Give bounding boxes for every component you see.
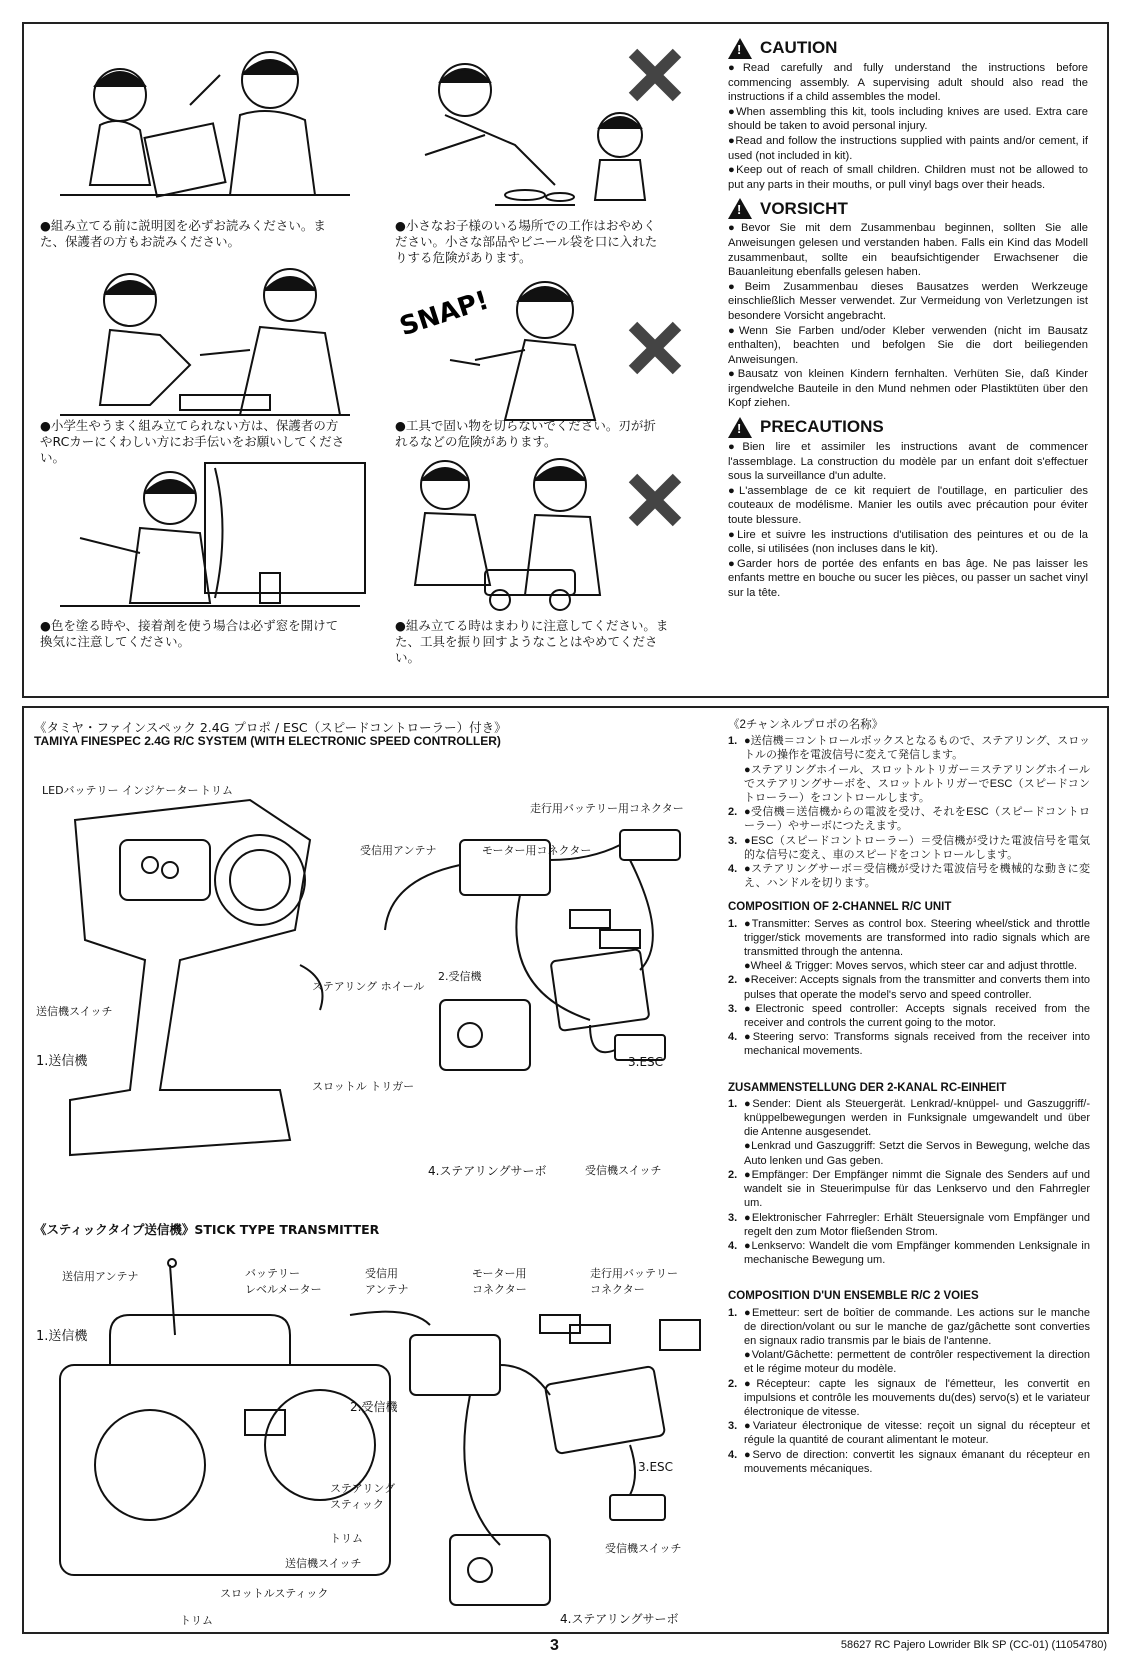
safety-caption-jp: ●小学生やうまく組み立てられない方は、保護者の方やRCカーにくわしい方にお手伝いをお願いしてください。	[40, 418, 345, 465]
transmitter-label: 1.送信機	[36, 1054, 88, 1069]
comp-de-item: 3. ●Elektronischer Fahrregler: Erhält Steuersignale vom Empfänger und regelt den zum Motor fließenden Strom.	[728, 1211, 1090, 1238]
illustration-cutting-hard-objects	[395, 250, 625, 430]
caution-item: ●Keep out of reach of small children. Children must not be allowed to put any parts in their mouths, or pull vinyl bags over their heads.	[728, 164, 1088, 191]
comp-fr-item: 2. ●Récepteur: capte les signaux de l'émetteur, les convertit en impulsions et contrôle les mouvements du(des) servo(s) et le variateur électronique de vitesse.	[728, 1377, 1090, 1418]
comp-jp-item: 4. ●ステアリングサーボ＝受信機が受けた電波信号を機械的な動きに変え、ハンドルを切ります。	[728, 863, 1090, 890]
safety-caption-jp: ●小さなお子様のいる場所での工作はおやめください。小さな部品やビニール袋を口に入れたりする危険があります。	[395, 218, 658, 265]
servo-label: 4.ステアリングサーボ	[560, 1612, 679, 1626]
comp-en-item: 4. ●Steering servo: Transforms signals received from the receiver into mechanical movements.	[728, 1031, 1090, 1058]
illustration-adult-help	[40, 255, 370, 430]
precautions-title: PRECAUTIONS	[760, 417, 884, 437]
comp-de-title: ZUSAMMENSTELLUNG DER 2-KANAL RC-EINHEIT	[728, 1081, 1007, 1094]
comp-fr-item: 1. ●Emetteur: sert de boîtier de commande. Les actions sur le manche de direction/volant ou sur le manche de gaz/gâchette sont converties en signaux radio transmis par le biais de l'antenne.	[728, 1306, 1090, 1347]
page-number: 3	[550, 1637, 559, 1654]
vorsicht-item: ●Bevor Sie mit dem Zusammenbau beginnen, sollten Sie alle Anweisungen gelesen und verstanden haben. Falls ein Kind das Modell zusammenbaut, sollte ein beaufsichtigender Erwachsener die Bauanleitung ebenfalls gelesen haben.	[728, 222, 1088, 279]
safety-caption-jp: ●工具で固い物を切らないでください。刃が折れるなどの危険があります。	[395, 418, 656, 449]
precautions-item: ●Bien lire et assimiler les instructions avant de commencer l'assemblage. La construction du modèle par un enfant doit s'effectuer sous la surveillance d'un adulte.	[728, 441, 1088, 483]
vorsicht-item: ●Beim Zusammenbau dieses Bausatzes werden Werkzeuge einschließlich Messer verwendet. Zur Vermeidung von Verletzungen ist besondere Vorsicht angebracht.	[728, 280, 1088, 322]
motor-connector-label: モーター用 コネクター	[472, 1267, 527, 1296]
system-title-en: TAMIYA FINESPEC 2.4G R/C SYSTEM (WITH ELECTRONIC SPEED CONTROLLER)	[34, 734, 501, 748]
caution-title: CAUTION	[760, 38, 838, 58]
comp-fr-item: 3. ●Variateur électronique de vitesse: reçoit un signal du récepteur et régule la quantité de courant alimentant le moteur.	[728, 1420, 1090, 1447]
esc-label: 3.ESC	[638, 1460, 674, 1474]
cross-mark-icon	[625, 45, 685, 105]
rx-switch-label: 受信機スイッチ	[605, 1542, 682, 1555]
comp-de-item: ●Lenkrad und Gaszuggriff: Setzt die Servos in Bewegung, welche das Auto lenken und Gas geben.	[744, 1140, 1090, 1167]
tx-antenna-label: 送信用アンテナ	[62, 1270, 139, 1283]
tx-switch-label: 送信機スイッチ	[285, 1557, 362, 1570]
warning-triangle-icon	[728, 198, 752, 219]
throttle-stick-label: スロットルスティック	[220, 1587, 329, 1600]
stick-transmitter-system-illustration	[30, 1245, 720, 1625]
system-title-jp: 《タミヤ・ファインスペック 2.4G プロポ / ESC（スピードコントローラー）付き》	[34, 720, 507, 735]
comp-jp-item: 2. ●受信機＝送信機からの電波を受け、それをESC（スピードコントローラー）やサーボにつたえます。	[728, 806, 1090, 833]
comp-en-item: ●Wheel & Trigger: Moves servos, which steer car and adjust throttle.	[744, 960, 1078, 973]
composition-column	[728, 718, 1090, 1476]
precautions-item: ●Lire et suivre les instructions d'utilisation des peintures et ou de la colle, si utilisées (non incluses dans le kit).	[728, 528, 1088, 556]
throttle-trigger-label: スロットル トリガー	[312, 1080, 415, 1093]
caution-item: ●When assembling this kit, tools including knives are used. Extra care should be taken to avoid personal injury.	[728, 105, 1088, 133]
rx-antenna-label: 受信用アンテナ	[360, 844, 437, 857]
precautions-heading	[728, 417, 1088, 438]
caution-item: ●Read carefully and fully understand the instructions before commencing assembly. A supervising adult should also read the instructions if a child assembles the model.	[728, 62, 1088, 104]
rx-antenna-label: 受信用 アンテナ	[365, 1267, 409, 1296]
comp-en-item: 2. ●Receiver: Accepts signals from the transmitter and converts them into pulses that operate the model's servo and speed controller.	[728, 974, 1090, 1001]
comp-fr-item: 4. ●Servo de direction: convertit les signaux émanant du récepteur en mouvements mécaniques.	[728, 1448, 1090, 1475]
product-code: 58627 RC Pajero Lowrider Blk SP (CC-01) (11054780)	[840, 1639, 1107, 1651]
safety-caption-jp: ●組み立てる前に説明図を必ずお読みください。また、保護者の方もお読みください。	[40, 218, 326, 249]
transmitter-label: 1.送信機	[36, 1329, 88, 1344]
vorsicht-item: ●Wenn Sie Farben und/oder Kleber verwenden (nicht im Bausatz enthalten), beachten und befolgen Sie die dort beiliegenden Anweisungen.	[728, 324, 1088, 366]
battery-meter-label: バッテリー レベルメーター	[245, 1267, 322, 1296]
wheel-transmitter-system-illustration	[30, 760, 720, 1190]
comp-jp-item: 1. ●送信機＝コントロールボックスとなるもので、ステアリング、スロットルの操作を電波信号に変えて発信します。	[728, 735, 1090, 762]
illustration-tool-safety	[395, 445, 625, 615]
comp-fr-title: COMPOSITION D'UN ENSEMBLE R/C 2 VOIES	[728, 1290, 979, 1303]
comp-en-title: COMPOSITION OF 2-CHANNEL R/C UNIT	[728, 901, 952, 914]
rx-switch-label: 受信機スイッチ	[585, 1164, 662, 1177]
caution-item: ●Read and follow the instructions supplied with paints and/or cement, if used (not included in kit).	[728, 134, 1088, 162]
vorsicht-title: VORSICHT	[760, 198, 848, 218]
comp-jp-item: 3. ●ESC（スピードコントローラー）＝受信機が受けた電波信号を電気的な信号に変え、車のスピードをコントロールします。	[728, 834, 1090, 861]
motor-connector-label: モーター用コネクター	[482, 844, 592, 857]
tx-switch-label: 送信機スイッチ	[36, 1005, 113, 1018]
led-indicator-label: LEDバッテリー インジケーター	[42, 784, 199, 797]
comp-de-item: 2. ●Empfänger: Der Empfänger nimmt die Signale des Senders auf und wandelt sie in Steuerimpulse für das Lenkservo und den Fahrregler um.	[728, 1168, 1090, 1210]
cross-mark-icon	[625, 318, 685, 378]
warning-triangle-icon	[728, 38, 752, 59]
comp-jp-item: ●ステアリングホイール、スロットルトリガー＝ステアリングホイールでステアリングサーボを、スロットルトリガーでESC（スピードコントローラー）をコントロールします。	[744, 763, 1090, 805]
run-battery-connector-label: 走行用バッテリー コネクター	[590, 1267, 678, 1296]
safety-caption-jp: ●組み立てる時はまわりに注意してください。また、工具を振り回すようなことはやめてください。	[395, 618, 669, 665]
receiver-label: 2.受信機	[350, 1400, 398, 1414]
comp-jp-title: 《2チャンネルプロポの名称》	[728, 719, 884, 731]
servo-label: 4.ステアリングサーボ	[428, 1164, 547, 1178]
steering-stick-label: ステアリング スティック	[330, 1482, 396, 1511]
snap-text: SNAP!	[396, 285, 493, 343]
precautions-item: ●L'assemblage de ce kit requiert de l'outillage, en particulier des couteaux de modélisme. Manier les outils avec précaution pour éviter toute blessure.	[728, 484, 1088, 527]
comp-en-item: 3. ●Electronic speed controller: Accepts signals received from the receiver and controls the current going to the motor.	[728, 1002, 1090, 1030]
esc-label: 3.ESC	[628, 1055, 664, 1069]
trim-label: トリム	[180, 1614, 213, 1627]
illustration-ventilation	[40, 458, 370, 613]
comp-fr-item: ●Volant/Gâchette: permettent de contrôler respectivement la direction et le régime moteur du modèle.	[744, 1349, 1090, 1376]
precautions-item: ●Garder hors de portée des enfants en bas âge. Ne pas laisser les enfants mettre en bouche ou sucer les pièces, ou passer un sachet vinyl sur la tête.	[728, 557, 1088, 599]
steering-wheel-label: ステアリング ホイール	[312, 980, 425, 993]
warning-triangle-icon	[728, 417, 752, 438]
illustration-reading-instructions	[40, 35, 370, 215]
comp-de-item: 4. ●Lenkservo: Wandelt die vom Empfänger kommenden Lenksignale in mechanische Bewegung um.	[728, 1239, 1090, 1267]
vorsicht-item: ●Bausatz von kleinen Kindern fernhalten. Verhüten Sie, daß Kinder irgendwelche Bauteile in den Mund nehmen oder Plastiktüten über den Kopf ziehen.	[728, 368, 1088, 410]
cross-mark-icon	[625, 470, 685, 530]
trim-label: トリム	[200, 784, 233, 797]
trim-label: トリム	[330, 1532, 363, 1545]
comp-en-item: 1. ●Transmitter: Serves as control box. Steering wheel/stick and throttle trigger/stick movements are transformed into radio signals which are transmitted through the antenna.	[728, 917, 1090, 959]
run-battery-connector-label: 走行用バッテリー用コネクター	[530, 802, 684, 815]
vorsicht-heading	[728, 198, 1088, 219]
caution-heading	[728, 38, 1088, 59]
receiver-label: 2.受信機	[438, 970, 482, 983]
comp-de-item: 1. ●Sender: Dient als Steuergerät. Lenkrad/-knüppel- und Gaszuggriff/- knüppelbewegungen werden in Funksignale umgewandelt und über die Antenne ausgesendet.	[728, 1097, 1090, 1139]
safety-caption-jp: ●色を塗る時や、接着剤を使う場合は必ず窓を開けて換気に注意してください。	[40, 618, 339, 649]
stick-transmitter-title: 《スティックタイプ送信機》STICK TYPE TRANSMITTER	[34, 1222, 380, 1237]
warning-column	[728, 32, 1088, 601]
